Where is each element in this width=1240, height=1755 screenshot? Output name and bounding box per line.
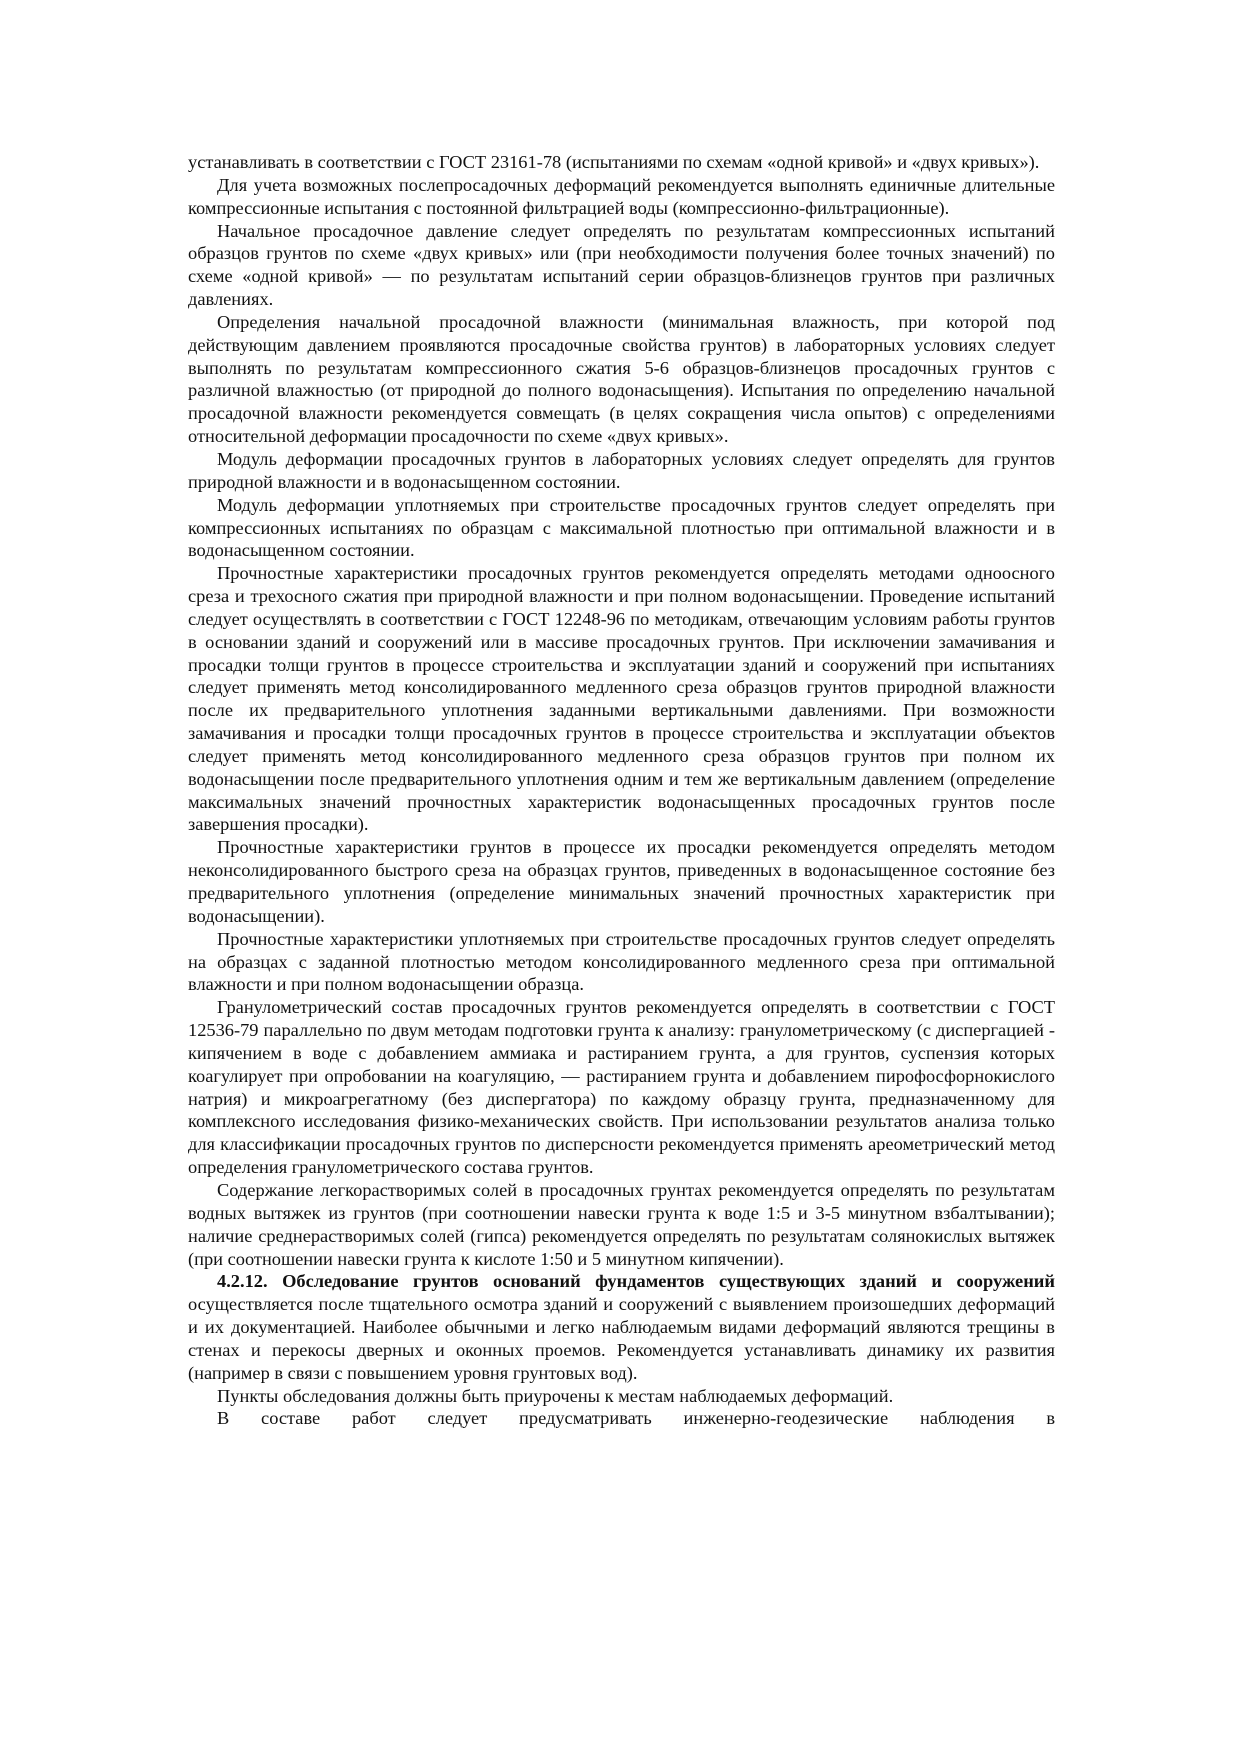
paragraph-geodetic-observations: В составе работ следует предусматривать инженерно-геодезические наблюдения в (217, 1408, 1055, 1429)
section-text: осуществляется после тщательного осмотра зданий и сооружений с выявлением произошедших деформаций и их документацией. Наиболее обычными и легко наблюдаемым видами деформаций являются трещины в стенах и перекосы дверных и оконных проемов. Рекомендуется устанавливать динамику их развития (например в связи с повышением уровня грунтовых вод). (188, 1294, 1055, 1383)
paragraph-strength-during-subsidence: Прочностные характеристики грунтов в процессе их просадки рекомендуется определять методом неконсолидированного быстрого среза на образцах грунтов, приведенных в водонасыщенное состояние без предварительного уплотнения (определение минимальных значений прочностных характеристик при водонасыщении). (188, 837, 1055, 926)
paragraph-initial-subsidence-moisture: Определения начальной просадочной влажности (минимальная влажность, при которой под действующим давлением проявляются просадочные свойства грунтов) в лабораторных условиях следует выполнять по результатам компрессионного сжатия 5-6 образцов-близнецов просадочных грунтов с различной влажностью (от природной до полного водонасыщения). Испытания по определению начальной просадочной влажности рекомендуется совмещать (в целях сокращения числа опытов) с определениями относительной деформации просадочности по схеме «двух кривых». (188, 311, 1055, 447)
section-heading: 4.2.12. Обследование грунтов оснований фундаментов существующих зданий и сооружений (217, 1271, 1055, 1292)
paragraph-granulometric-composition: Гранулометрический состав просадочных грунтов рекомендуется определять в соответствии с ГОСТ 12536-79 параллельно по двум методам подготовки грунта к анализу: гранулометрическому (с диспергацией - кипячением в воде с добавлением аммиака и растиранием грунта, а для грунтов, суспензия которых коагулирует при опробовании на коагуляцию, — растиранием грунта и добавлением пирофосфорнокислого натрия) и микроагрегатному (без диспергатора) по каждому образцу грунта, предназначенному для комплексного исследования физико-механических свойств. При использовании результатов анализа только для классификации просадочных грунтов по дисперсности рекомендуется применять ареометрический метод определения гранулометрического состава грунтов. (188, 997, 1055, 1178)
section-4-2-12 (188, 1270, 1055, 1384)
paragraph-soluble-salts: Содержание легкорастворимых солей в просадочных грунтах рекомендуется определять по результатам водных вытяжек из грунтов (при соотношении навески грунта к воде 1:5 и 3-5 минутном взбалтывании); наличие среднерастворимых солей (гипса) рекомендуется определять по результатам солянокислых вытяжек (при соотношении навески грунта к кислоте 1:50 и 5 минутном кипячении). (188, 1179, 1055, 1269)
paragraph-survey-points: Пункты обследования должны быть приурочены к местам наблюдаемых деформаций. (217, 1385, 894, 1406)
paragraph-deformation-modulus: Модуль деформации просадочных грунтов в лабораторных условиях следует определять для грунтов природной влажности и в водонасыщенном состоянии. (188, 448, 1055, 492)
paragraph-initial-subsidence-pressure: Начальное просадочное давление следует определять по результатам компрессионных испытаний образцов грунтов по схеме «двух кривых» или (при необходимости получения более точных значений) по схеме «одной кривой» — по результатам испытаний серии образцов-близнецов грунтов при различных давлениях. (188, 220, 1055, 310)
paragraph-continuation: устанавливать в соответствии с ГОСТ 23161-78 (испытаниями по схемам «одной кривой» и «двух кривых»). (188, 152, 1040, 172)
paragraph-strength-characteristics: Прочностные характеристики просадочных грунтов рекомендуется определять методами одноосного среза и трехосного сжатия при природной влажности и при полном водонасыщении. Проведение испытаний следует осуществлять в соответствии с ГОСТ 12248-96 по методикам, отвечающим условиям работы грунтов в основании зданий и сооружений или в массиве просадочных грунтов. При исключении замачивания и просадки толщи грунтов в процессе строительства и эксплуатации зданий и сооружений при испытаниях следует применять метод консолидированного медленного среза образцов грунтов природной влажности после их предварительного уплотнения заданными вертикальными давлениями. При возможности замачивания и просадки толщи просадочных грунтов в процессе строительства и эксплуатации объектов следует применять метод консолидированного медленного среза образцов грунтов при полном их водонасыщении после предварительного уплотнения одним и тем же вертикальным давлением (определение максимальных значений прочностных характеристик водонасыщенных просадочных грунтов после завершения просадки). (188, 563, 1055, 835)
paragraph-deformation-modulus-compacted: Модуль деформации уплотняемых при строительстве просадочных грунтов следует определять при компрессионных испытаниях по образцам с максимальной плотностью при оптимальной влажности и в водонасыщенном состоянии. (188, 494, 1055, 561)
document-page (188, 151, 1055, 1430)
paragraph-strength-compacted: Прочностные характеристики уплотняемых при строительстве просадочных грунтов следует определять на образцах с заданной плотностью методом консолидированного медленного среза при оптимальной влажности и при полном водонасыщении образца. (188, 928, 1055, 995)
paragraph-post-subsidence-deformations: Для учета возможных послепросадочных деформаций рекомендуется выполнять единичные длительные компрессионные испытания с постоянной фильтрацией воды (компрессионно-фильтрационные). (188, 174, 1055, 218)
